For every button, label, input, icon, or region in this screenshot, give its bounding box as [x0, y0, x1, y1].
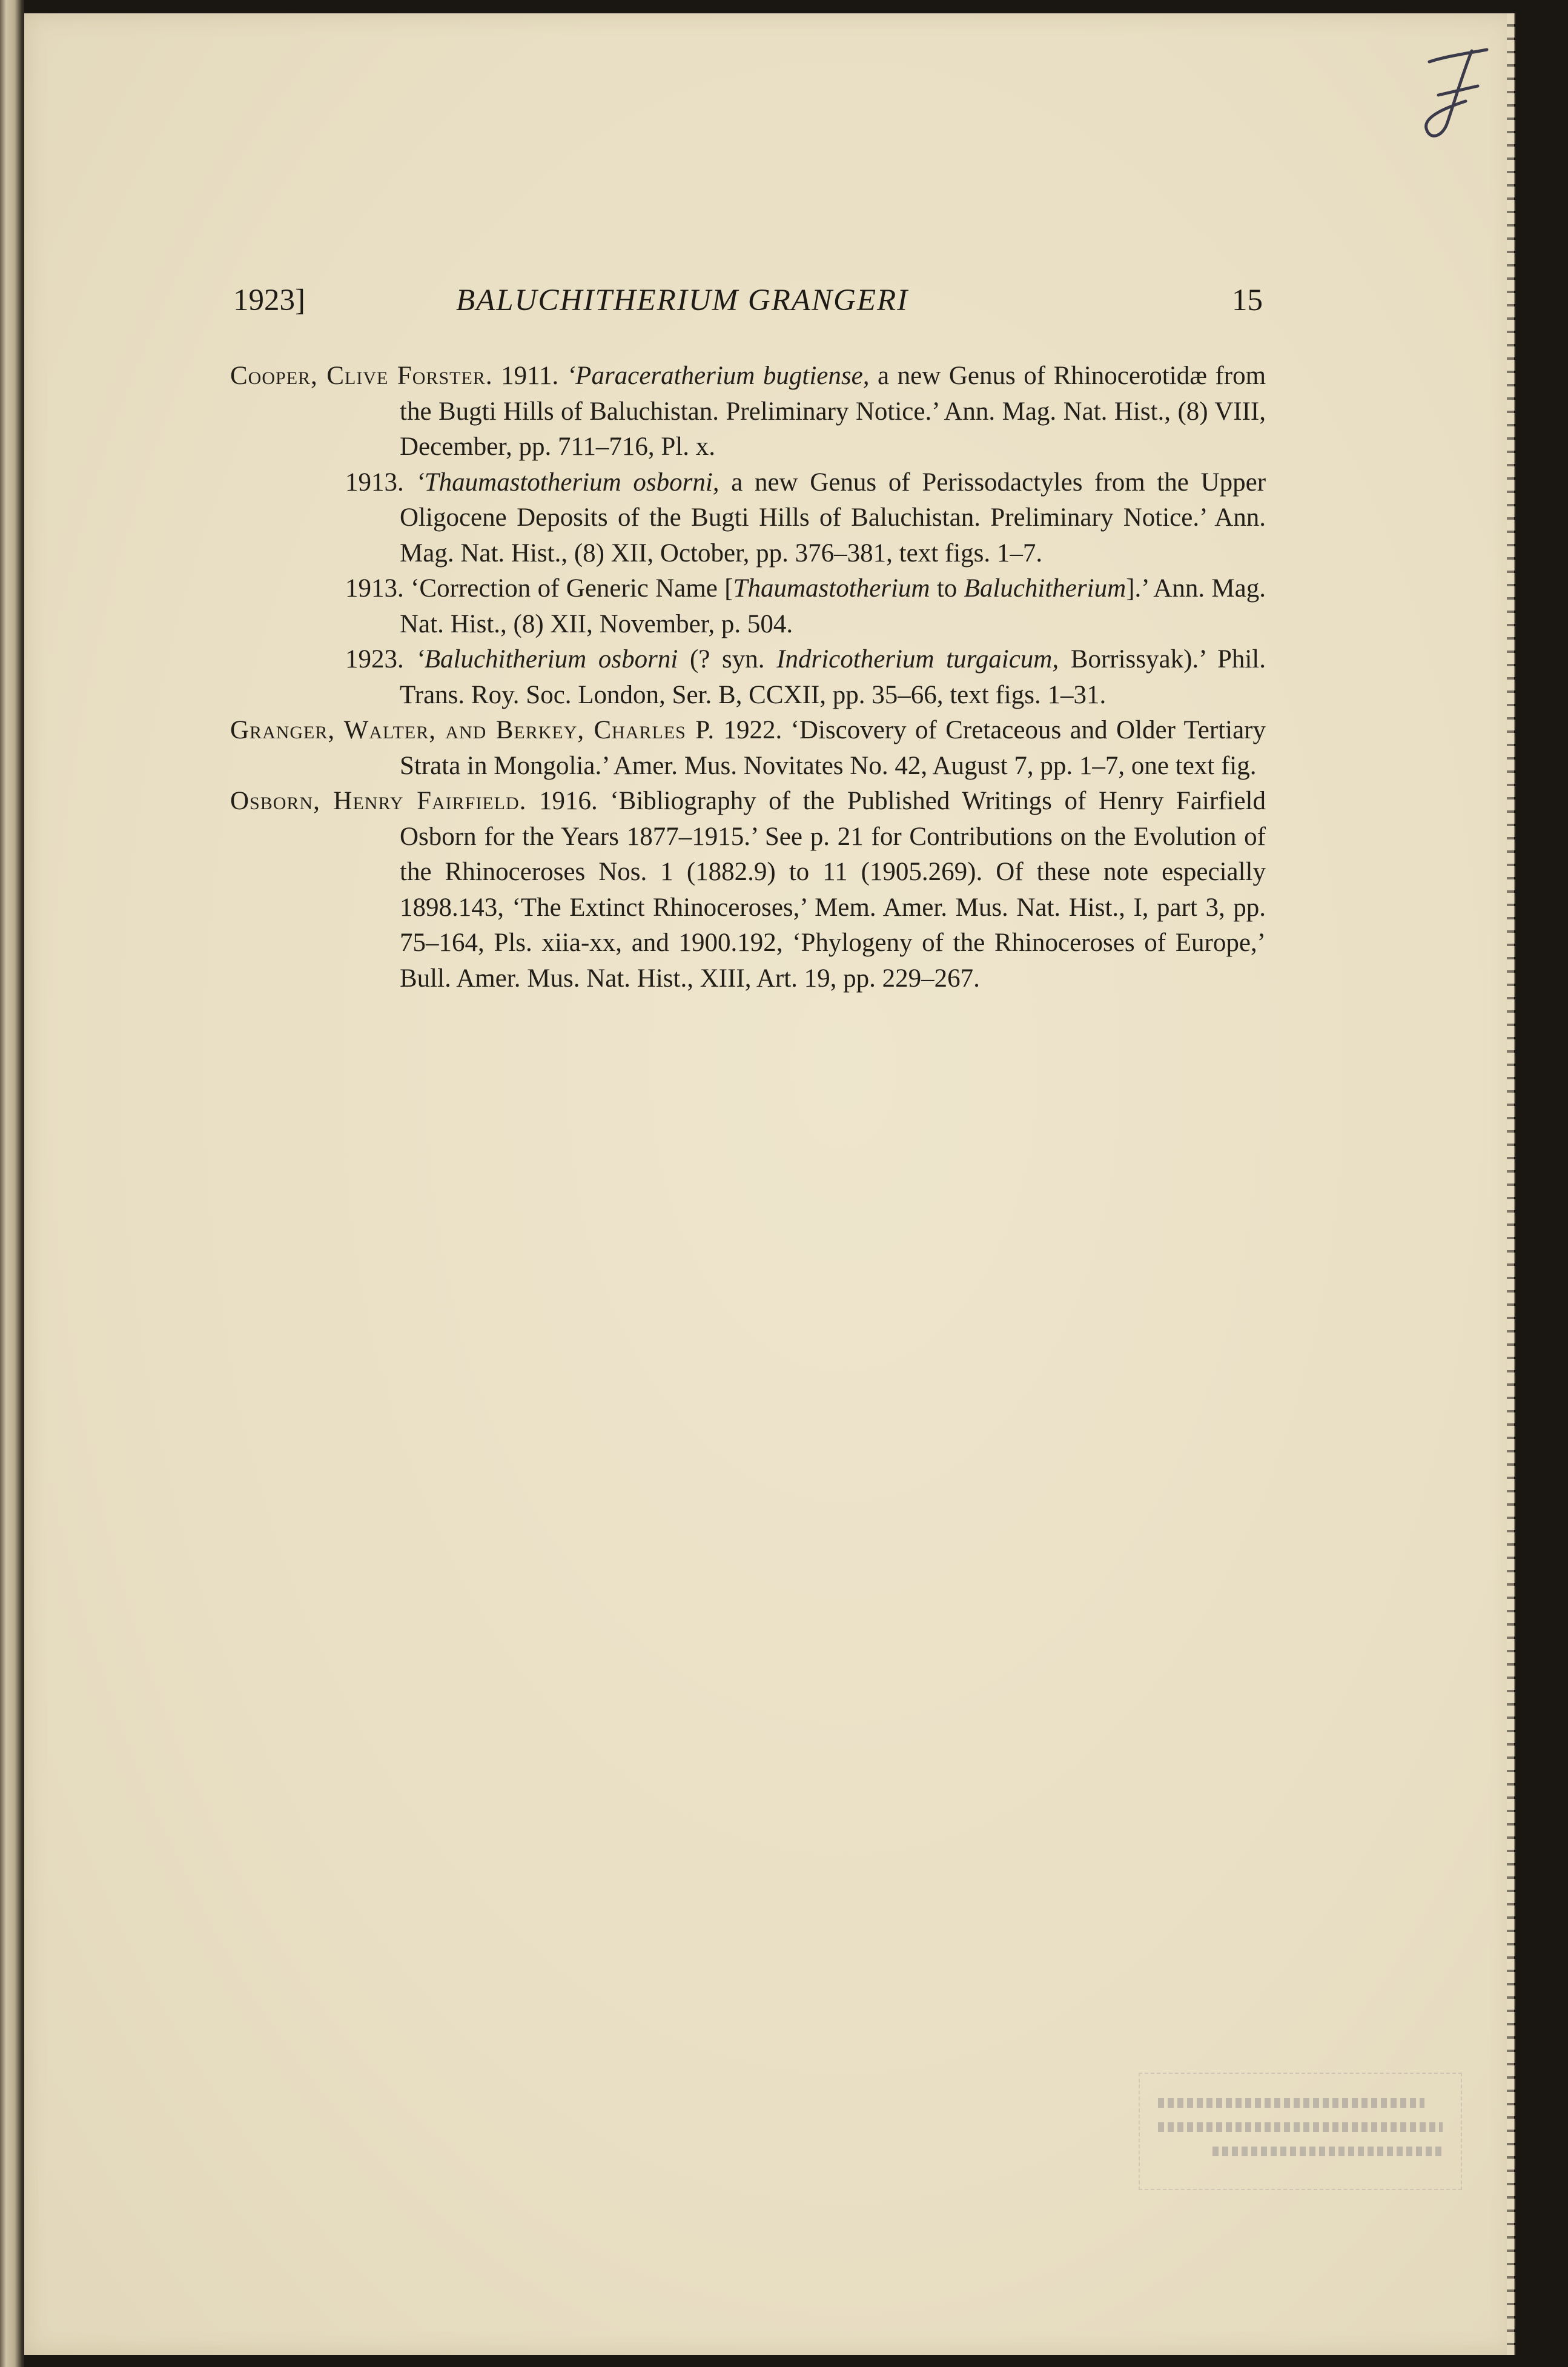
ref-text: (? syn.: [689, 645, 765, 674]
running-title: BALUCHITHERIUM GRANGERI: [456, 283, 909, 317]
author-name: Osborn, Henry Fairfield.: [230, 787, 527, 815]
ref-title-italic: ‘Thaumastotherium osborni,: [415, 468, 719, 497]
ref-text: ].’ Ann. Mag. Nat. Hist., (8) XII, November, p. 504.: [400, 574, 1266, 638]
ref-text: Borrissyak).’ Phil. Trans. Roy. Soc. London, Ser. B, CCXII, pp. 35–66, text figs. 1–31.: [400, 645, 1266, 709]
reference-entry-granger-1922: [230, 713, 1266, 784]
page-number: 15: [1232, 283, 1263, 317]
book-spine: [0, 0, 24, 2367]
reference-entry-osborn-1916: [230, 784, 1266, 996]
ref-year: 1911.: [501, 362, 559, 390]
ref-text: a new Genus of Perissodactyles from the Upper Oligocene Deposits of the Bugti Hills of Baluchistan. Preliminary Notice.’ Ann. Mag. Nat. Hist., (8) XII, October, pp. 376–381, text figs. 1–7.: [400, 468, 1266, 568]
bibliography: [230, 359, 1266, 996]
ref-text: to: [936, 574, 958, 603]
ref-title-italic: ‘Paraceratherium bugtiense,: [566, 362, 870, 390]
ref-text: a new Genus of Rhinocerotidæ from the Bugti Hills of Baluchistan. Preliminary Notice.’ Ann. Mag. Nat. Hist., (8) VIII, December, pp. 711–716, Pl. x.: [400, 362, 1266, 461]
running-header: [233, 283, 1263, 319]
document-page: [24, 13, 1514, 2355]
ref-text: ‘Correction of Generic Name [: [411, 574, 733, 603]
handwritten-page-mark: [1405, 38, 1502, 147]
faded-library-stamp: [1139, 2073, 1462, 2190]
reference-entry-cooper-1923: [230, 642, 1266, 713]
ref-year: 1923.: [345, 645, 404, 674]
ref-text: 1922. ‘Discovery of Cretaceous and Older Tertiary Strata in Mongolia.’ Amer. Mus. Novitates No. 42, August 7, pp. 1–7, one text fig.: [400, 716, 1266, 780]
ref-title-italic: Thaumastotherium: [733, 574, 930, 603]
author-name: Granger, Walter, and Berkey, Charles P.: [230, 716, 715, 744]
ref-text: 1916. ‘Bibliography of the Published Writings of Henry Fairfield Osborn for the Years 1877–1915.’ See p. 21 for Contributions on the Evolution of the Rhinoceroses Nos. 1 (1882.9) to 11 (1905.269). Of these note especially 1898.143, ‘The Extinct Rhinoceroses,’ Mem. Amer. Mus. Nat. Hist., I, part 3, pp. 75–164, Pls. xiia-xx, and 1900.192, ‘Phylogeny of the Rhinoceroses of Europe,’ Bull. Amer. Mus. Nat. Hist., XIII, Art. 19, pp. 229–267.: [400, 787, 1266, 993]
ref-year: 1913.: [345, 468, 404, 497]
ref-title-italic: Indricotherium turgaicum,: [776, 645, 1059, 674]
reference-entry-cooper-1913a: [230, 465, 1266, 572]
ref-title-italic: ‘Baluchitherium osborni: [415, 645, 678, 674]
header-year: 1923]: [233, 283, 305, 317]
reference-entry-cooper-1913b: [230, 571, 1266, 642]
author-name: Cooper, Clive Forster.: [230, 362, 493, 390]
ref-year: 1913.: [345, 574, 404, 603]
reference-entry-cooper-1911: [230, 359, 1266, 465]
ref-title-italic: Baluchitherium: [964, 574, 1126, 603]
